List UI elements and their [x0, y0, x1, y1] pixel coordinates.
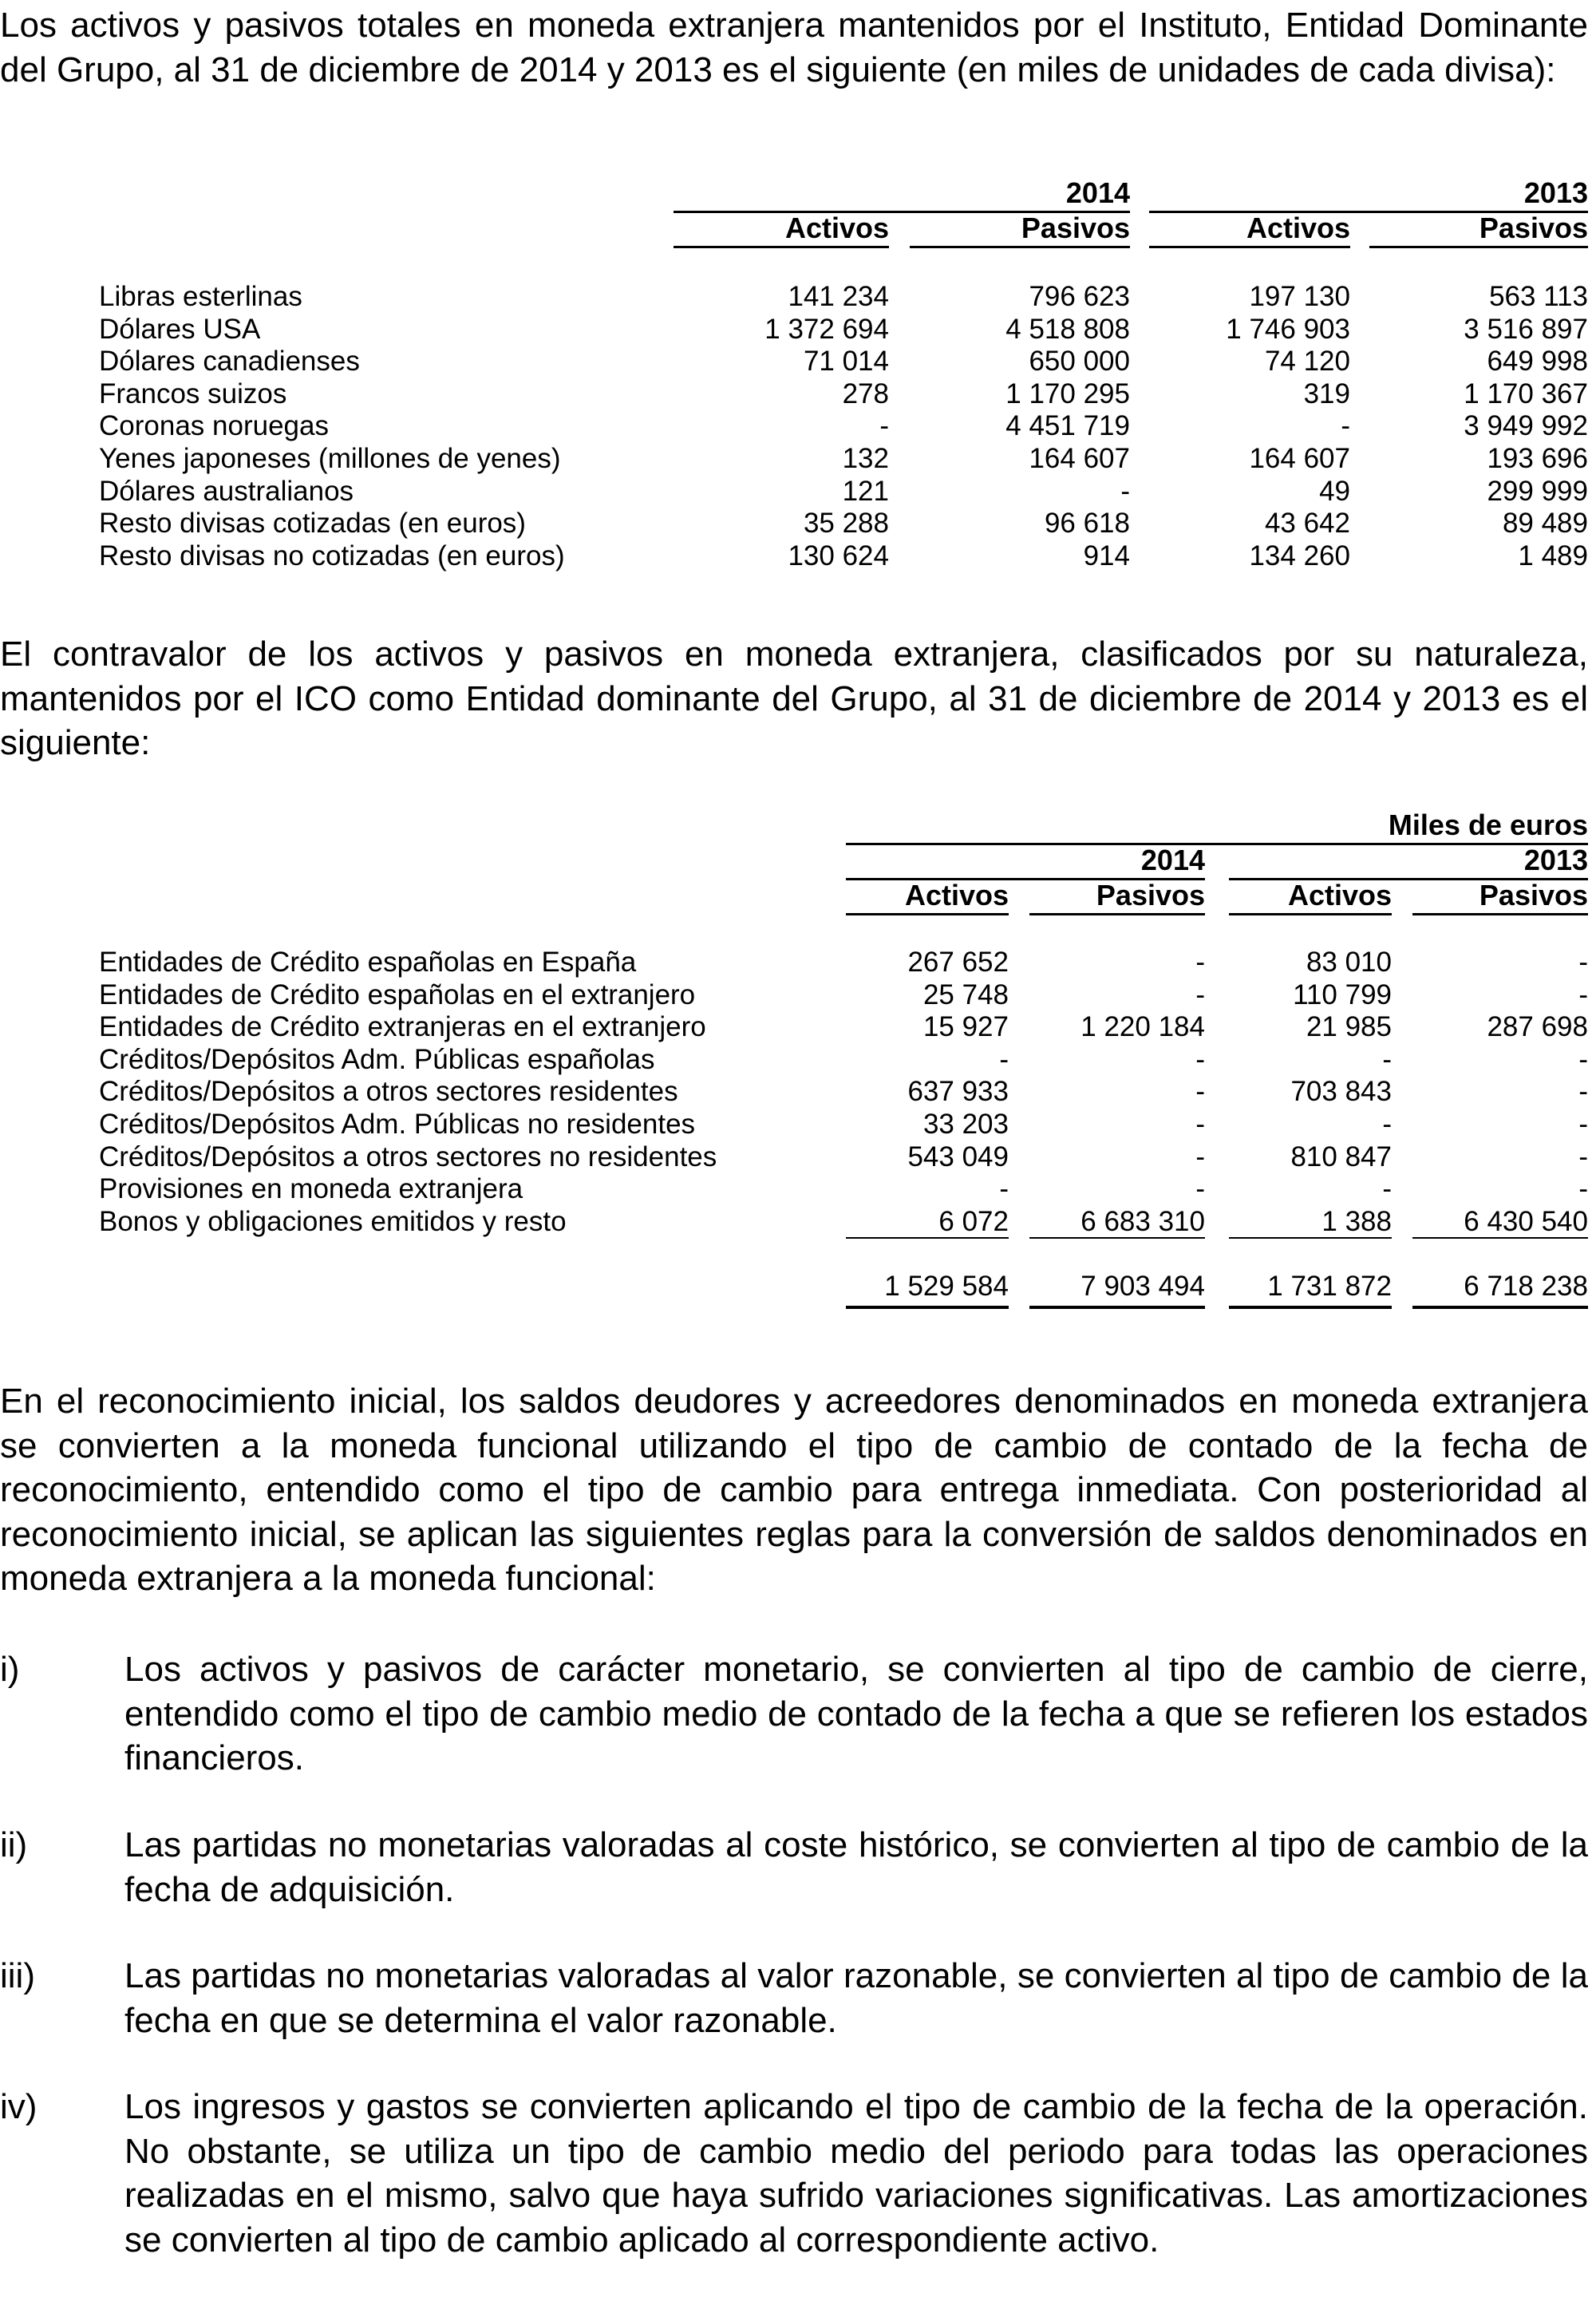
- table1-cell: 3 516 897: [1464, 313, 1588, 345]
- table2-col-header: Pasivos: [1096, 879, 1205, 911]
- table1-cell: 89 489: [1502, 508, 1588, 540]
- table1-cell: 796 623: [1029, 281, 1130, 312]
- table1-row-label: Dólares USA: [99, 313, 261, 345]
- table2-cell: -: [1195, 1043, 1205, 1075]
- table1-cell: 132: [842, 443, 889, 474]
- table2-cell: -: [1195, 1076, 1205, 1108]
- table2-total: 1 731 872: [1267, 1271, 1392, 1302]
- table1-cell: 35 288: [803, 508, 889, 540]
- table2-cell: -: [999, 1043, 1009, 1075]
- table2-row-label: Bonos y obligaciones emitidos y resto: [99, 1205, 567, 1237]
- table2-total: 7 903 494: [1080, 1271, 1205, 1302]
- table2-cell: 1 388: [1321, 1205, 1392, 1237]
- table2-cell: -: [1382, 1043, 1392, 1075]
- table1-cell: 319: [1303, 378, 1350, 409]
- table1-cell: 141 234: [788, 281, 889, 312]
- table1-cell: -: [1341, 410, 1350, 442]
- table2-cell: 33 203: [922, 1109, 1009, 1140]
- table2-cell: 6 072: [938, 1205, 1009, 1237]
- table1-cell: 278: [842, 378, 889, 409]
- table1-cell: 43 642: [1264, 508, 1350, 540]
- table2-cell: 6 683 310: [1080, 1205, 1205, 1237]
- table2-col-header: Activos: [904, 879, 1009, 911]
- rule-text: Las partidas no monetarias valoradas al valor razonable, se convierten al tipo de cambio de la fecha en que se determina el valor razonable.: [124, 1956, 1588, 2040]
- table1-cell: 3 949 992: [1464, 410, 1588, 442]
- table1-year-2013: 2013: [1523, 176, 1588, 209]
- table2-cell: 637 933: [907, 1076, 1009, 1108]
- rule-text: Los ingresos y gastos se convierten aplicando el tipo de cambio de la fecha de la operación. No obstante, se utiliza un tipo de cambio medio del periodo para todas las operaciones realizadas en el mismo, salvo que haya sufrido variaciones significativas. Las amortizaciones se convierten al tipo de cambio aplicado al correspondiente activo.: [124, 2087, 1588, 2260]
- table1-cell: 1 372 694: [764, 313, 889, 345]
- table2-cell: -: [1578, 1141, 1588, 1172]
- table2-header-rule: [1029, 913, 1205, 915]
- table2-total-rule: [846, 1306, 1009, 1309]
- table1-row-label: Resto divisas cotizadas (en euros): [99, 508, 526, 540]
- table1-cell: 193 696: [1487, 443, 1588, 474]
- table1-cell: 1 746 903: [1226, 313, 1350, 345]
- rule-marker: iii): [0, 1956, 35, 1995]
- table2-cell: -: [1195, 1173, 1205, 1205]
- table2-cell: -: [1578, 1043, 1588, 1075]
- table2-cell: -: [1578, 1076, 1588, 1108]
- rule-marker: ii): [0, 1825, 28, 1864]
- table2-cell: 543 049: [907, 1141, 1009, 1172]
- table2-cell: -: [1578, 1173, 1588, 1205]
- table2-row-label: Créditos/Depósitos a otros sectores residentes: [99, 1076, 678, 1108]
- table1-cell: 650 000: [1029, 346, 1130, 378]
- table2-unit-label: Miles de euros: [1388, 809, 1588, 841]
- rule-text: Los activos y pasivos de carácter monetario, se convierten al tipo de cambio de cierre, entendido como el tipo de cambio medio de contado de la fecha a que se refieren los estados financieros.: [124, 1650, 1588, 1777]
- table1-header-rule: [910, 246, 1130, 248]
- table2-cell: 83 010: [1306, 947, 1392, 978]
- table1-row-label: Coronas noruegas: [99, 410, 329, 442]
- table1-cell: 4 451 719: [1005, 410, 1130, 442]
- table2-cell: 21 985: [1306, 1011, 1392, 1043]
- table1-row-label: Yenes japoneses (millones de yenes): [99, 443, 561, 474]
- table2-col-header: Activos: [1287, 879, 1392, 911]
- table1-cell: 74 120: [1264, 346, 1350, 378]
- intro-paragraph-2: El contravalor de los activos y pasivos en moneda extranjera, clasificados por su naturaleza, mantenidos por el ICO como Entidad dominante del Grupo, al 31 de diciembre de 2014 y 2013 es el siguiente:: [0, 635, 1588, 762]
- table1-col-header: Activos: [1246, 212, 1350, 244]
- table1-cell: 121: [842, 475, 889, 507]
- table2-row-label: Provisiones en moneda extranjera: [99, 1173, 523, 1205]
- table1-cell: 4 518 808: [1005, 313, 1130, 345]
- table2-subtotal-rule: [1229, 1237, 1392, 1239]
- table2-cell: 287 698: [1487, 1011, 1588, 1043]
- table2-cell: 25 748: [922, 979, 1009, 1010]
- table1-cell: -: [1120, 475, 1130, 507]
- table2-cell: 810 847: [1290, 1141, 1392, 1172]
- table2-cell: -: [1382, 1173, 1392, 1205]
- table1-row-label: Francos suizos: [99, 378, 287, 409]
- table1-cell: 134 260: [1249, 540, 1350, 571]
- table2-cell: 703 843: [1290, 1076, 1392, 1108]
- table2-year-2013: 2013: [1523, 844, 1588, 876]
- table1-cell: 914: [1083, 540, 1130, 571]
- table2-total-rule: [1229, 1306, 1392, 1309]
- table2-cell: 15 927: [922, 1011, 1009, 1043]
- table2-cell: -: [1195, 1109, 1205, 1140]
- table1-cell: 164 607: [1029, 443, 1130, 474]
- table1-cell: 649 998: [1487, 346, 1588, 378]
- table1-cell: 49: [1319, 475, 1350, 507]
- table2-row-label: Entidades de Crédito españolas en el extranjero: [99, 979, 696, 1010]
- table1-cell: 130 624: [788, 540, 889, 571]
- table2-total: 6 718 238: [1464, 1271, 1588, 1302]
- table2-total: 1 529 584: [884, 1271, 1009, 1302]
- table1-row-label: Resto divisas no cotizadas (en euros): [99, 540, 565, 571]
- table2-subtotal-rule: [1412, 1237, 1588, 1239]
- table1-cell: 1 489: [1518, 540, 1588, 571]
- table1-header-rule: [1369, 246, 1588, 248]
- table1-col-header: Activos: [784, 212, 889, 244]
- table1-cell: 197 130: [1249, 281, 1350, 312]
- table1-cell: 1 170 295: [1005, 378, 1130, 409]
- table2-row-label: Créditos/Depósitos Adm. Públicas españolas: [99, 1043, 655, 1075]
- table2-cell: -: [1578, 947, 1588, 978]
- table1-cell: 164 607: [1249, 443, 1350, 474]
- table2-cell: -: [1195, 979, 1205, 1010]
- rule-marker: iv): [0, 2087, 38, 2126]
- table1-header-rule: [1149, 246, 1350, 248]
- intro-paragraph-3: En el reconocimiento inicial, los saldos deudores y acreedores denominados en moneda extranjera se convierten a la moneda funcional utilizando el tipo de cambio de contado de la fecha de reconocimiento, entendido como el tipo de cambio para entrega inmediata. Con posterioridad al reconocimiento inicial, se aplican las siguientes reglas para la conversión de saldos denominados en moneda extranjera a la moneda funcional:: [0, 1382, 1588, 1598]
- table2-row-label: Créditos/Depósitos a otros sectores no residentes: [99, 1141, 717, 1172]
- table2-header-rule: [846, 913, 1009, 915]
- table2-cell: 6 430 540: [1464, 1205, 1588, 1237]
- table1-cell: 563 113: [1489, 281, 1588, 312]
- table2-cell: 110 799: [1293, 979, 1392, 1010]
- rule-text: Las partidas no monetarias valoradas al coste histórico, se convierten al tipo de cambio de la fecha de adquisición.: [124, 1825, 1588, 1909]
- table1-col-header: Pasivos: [1021, 212, 1130, 244]
- table2-subtotal-rule: [1029, 1237, 1205, 1239]
- table1-cell: 96 618: [1044, 508, 1130, 540]
- intro-paragraph-1: Los activos y pasivos totales en moneda extranjera mantenidos por el Instituto, Entidad Dominante del Grupo, al 31 de diciembre de 2014 y 2013 es el siguiente (en miles de unidades de cada divisa):: [0, 6, 1588, 89]
- table2-cell: 1 220 184: [1080, 1011, 1205, 1043]
- table2-total-rule: [1412, 1306, 1588, 1309]
- table1-year-2014: 2014: [1065, 176, 1130, 209]
- table2-cell: -: [1578, 1109, 1588, 1140]
- table1-cell: 1 170 367: [1464, 378, 1588, 409]
- table2-cell: -: [1195, 1141, 1205, 1172]
- table2-cell: 267 652: [907, 947, 1009, 978]
- table2-col-header: Pasivos: [1479, 879, 1588, 911]
- table2-cell: -: [1578, 979, 1588, 1010]
- table2-year-2014: 2014: [1140, 844, 1205, 876]
- table1-row-label: Dólares canadienses: [99, 346, 360, 378]
- table2-row-label: Entidades de Crédito extranjeras en el extranjero: [99, 1011, 706, 1043]
- table2-total-rule: [1029, 1306, 1205, 1309]
- table2-subtotal-rule: [846, 1237, 1009, 1239]
- table2-header-rule: [1229, 913, 1392, 915]
- table2-header-rule: [1412, 913, 1588, 915]
- table1-col-header: Pasivos: [1479, 212, 1588, 244]
- table1-cell: 299 999: [1487, 475, 1588, 507]
- table1-cell: 71 014: [803, 346, 889, 378]
- table2-cell: -: [1195, 947, 1205, 978]
- table1-row-label: Dólares australianos: [99, 475, 354, 507]
- table2-cell: -: [999, 1173, 1009, 1205]
- table1-cell: -: [879, 410, 889, 442]
- table1-header-rule: [674, 246, 889, 248]
- table1-row-label: Libras esterlinas: [99, 281, 302, 312]
- table2-row-label: Créditos/Depósitos Adm. Públicas no residentes: [99, 1109, 696, 1140]
- table2-row-label: Entidades de Crédito españolas en España: [99, 947, 637, 978]
- table2-cell: -: [1382, 1109, 1392, 1140]
- rule-marker: i): [0, 1650, 20, 1689]
